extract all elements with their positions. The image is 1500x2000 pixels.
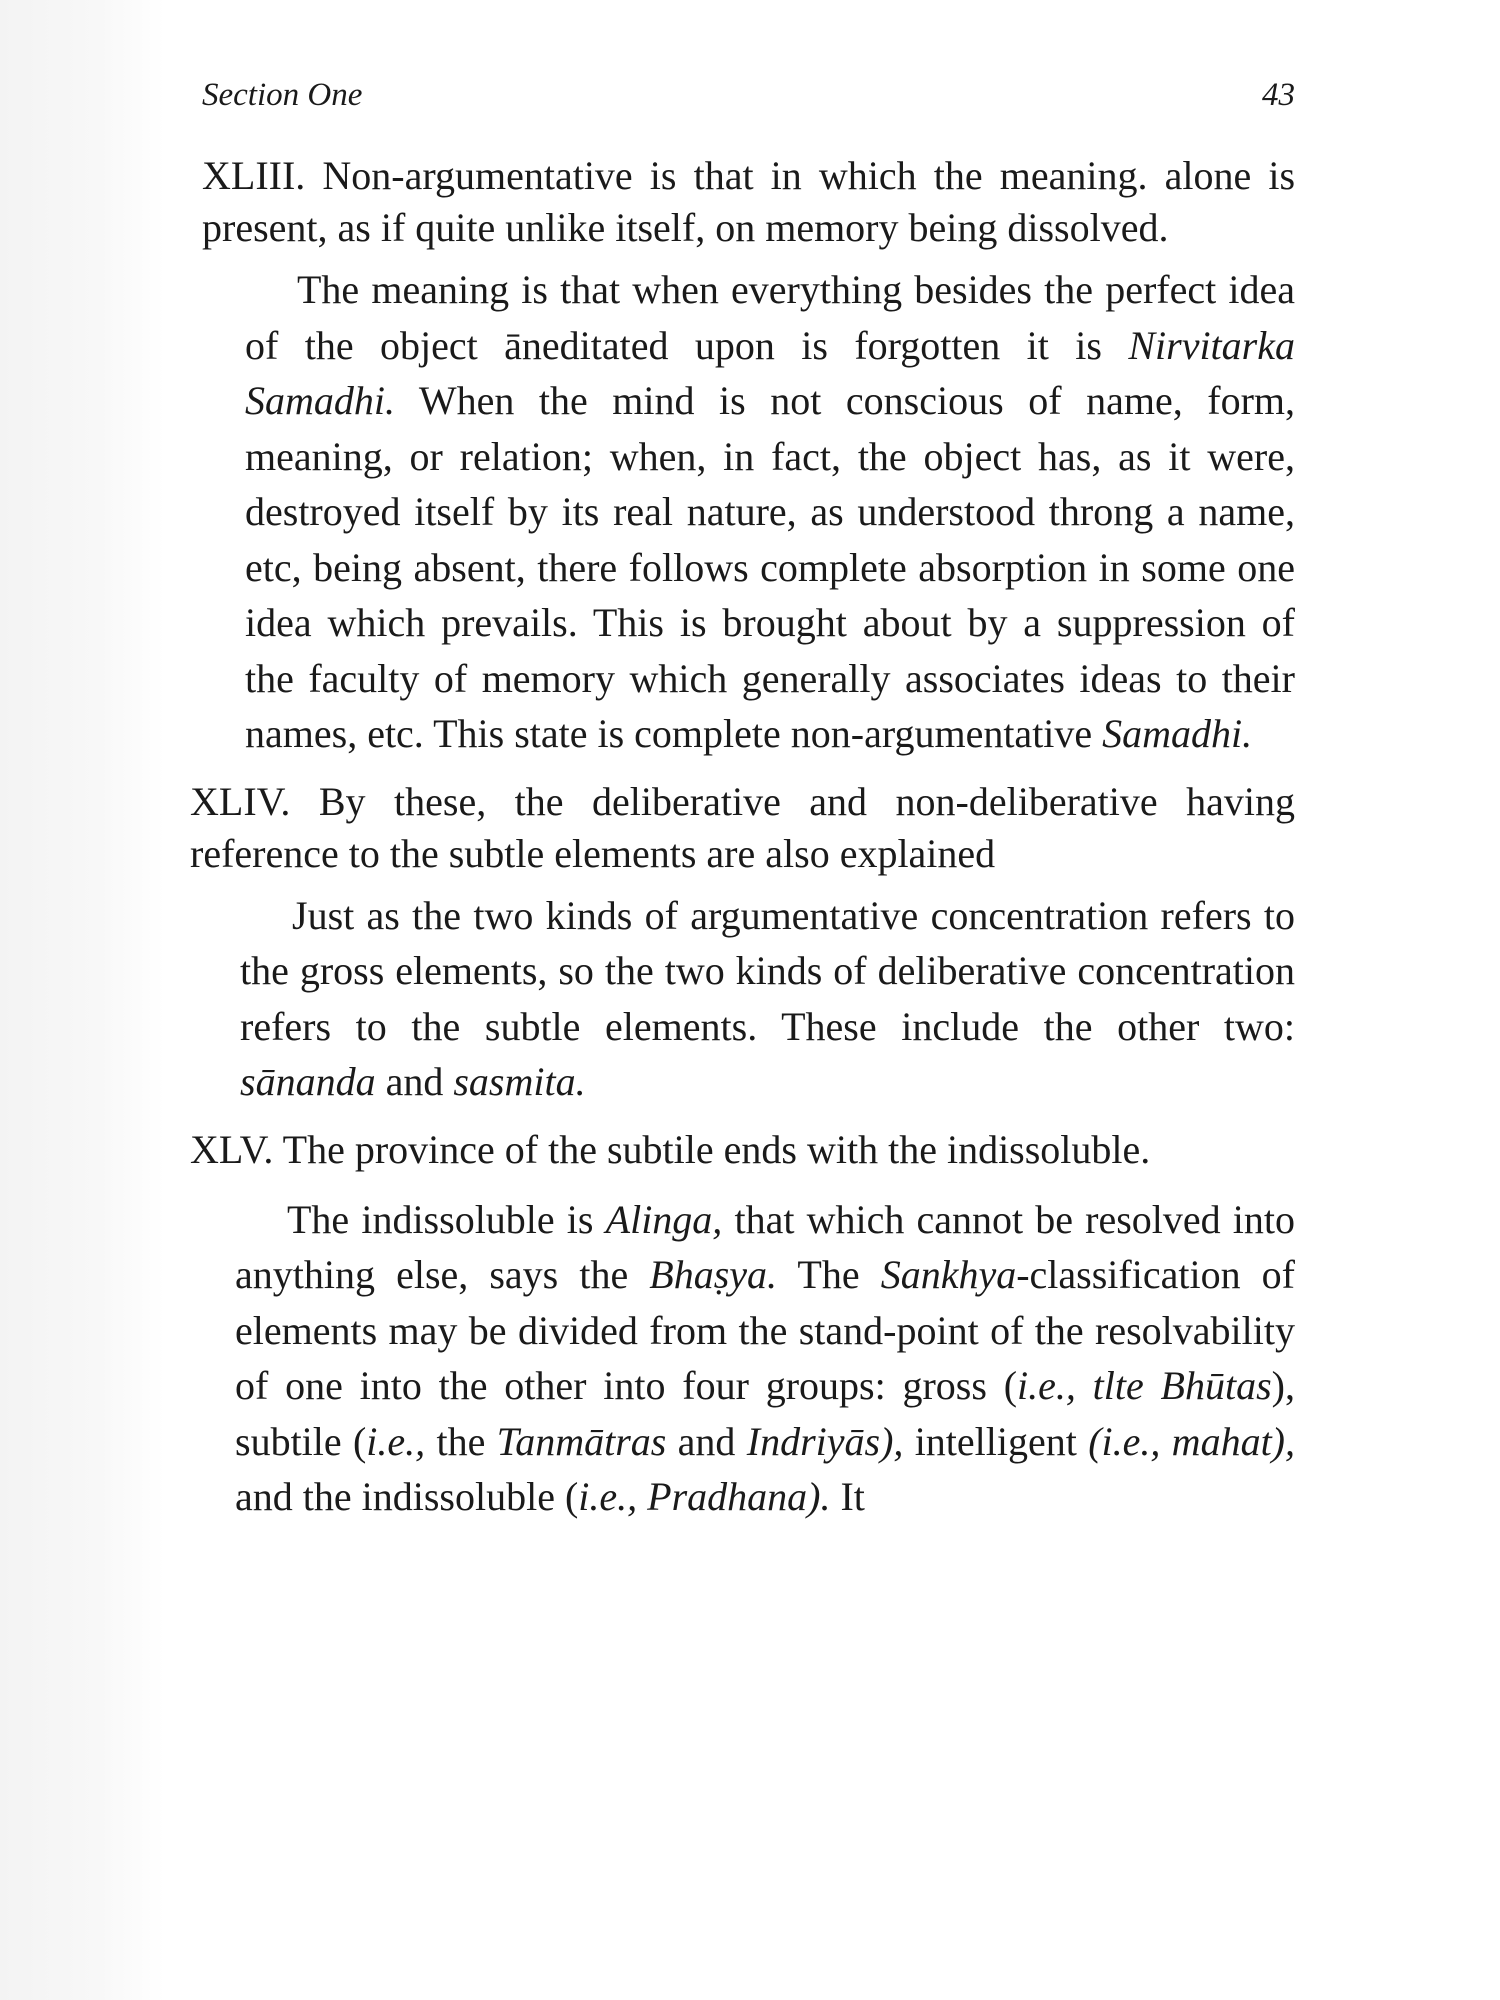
commentary-45-term: (i.e., mahat), [1088, 1418, 1295, 1464]
commentary-45-part: -classification of elements may be divided from the stand-point of the resolvability of one into the other into four groups: gross ( [235, 1252, 1296, 1408]
sutra-44 [190, 776, 1295, 880]
sutra-43-text: Non-argumentative is that in which the meaning. alone is present, as if quite unlike itself, on memory being dissolved. [202, 153, 1296, 250]
sutra-43-number: XLIII. [202, 153, 306, 198]
commentary-44-term: sānanda [240, 1059, 376, 1104]
commentary-44 [240, 888, 1295, 1110]
commentary-43-term: Nirvitarka Samadhi. [245, 322, 1295, 423]
commentary-44-part: Just as the two kinds of argumentative concentration refers to the gross elements, so the two kinds of deliberative concentration refers to the subtle elements. These include the other two: [240, 892, 1295, 1049]
page-number: 43 [1262, 77, 1295, 113]
sutra-43 [202, 150, 1295, 254]
page-gutter-shadow [0, 0, 165, 2000]
commentary-43-part: When the mind is not conscious of name, form, meaning, or relation; when, in fact, the object has, as it were, destroyed itself by its real nature, as understood throng a name, etc, being absent, there follows complete absorption in some one idea which prevails. This is brought about by a suppression of the faculty of memory which generally associates ideas to their names, etc. This state is complete non-argumentative [245, 378, 1295, 756]
commentary-45-term: Bhaṣya. [649, 1252, 778, 1297]
commentary-45-term: Alinga, [605, 1196, 723, 1242]
commentary-45-part: It [830, 1474, 865, 1519]
book-page [190, 70, 1295, 1970]
commentary-45-part: intelligent [903, 1418, 1089, 1464]
commentary-45-part: ), subtile ( [235, 1363, 1295, 1464]
sutra-45-number: XLV. [190, 1126, 274, 1172]
commentary-45-term: Tanmātras [496, 1418, 667, 1464]
sutra-45-text: The province of the subtile ends with the indissoluble. [282, 1126, 1151, 1172]
running-header [190, 70, 1295, 120]
section-title: Section One [202, 77, 363, 113]
commentary-45-term: Sankhya [880, 1252, 1017, 1297]
commentary-43 [245, 262, 1295, 762]
commentary-45-term: i.e., Pradhana). [578, 1474, 831, 1519]
commentary-45-part: that which cannot be resolved into anything else, says the [235, 1196, 1295, 1297]
commentary-45-term: Indriyās), [746, 1418, 904, 1464]
commentary-43-term: Samadhi. [1102, 711, 1253, 756]
commentary-45-part: and [666, 1418, 747, 1464]
commentary-44-part: and [375, 1059, 454, 1104]
sutra-44-number: XLIV. [190, 778, 291, 824]
commentary-43-part: The meaning is that when everything besides the perfect idea of the object āneditated upon is forgotten it is [245, 267, 1295, 368]
commentary-45-part: The [777, 1252, 881, 1297]
commentary-45-part: The indissoluble is [287, 1196, 606, 1242]
commentary-45-term: i.e., tlte Bhūtas [1017, 1363, 1272, 1408]
commentary-44-term: sasmita. [453, 1059, 586, 1104]
commentary-45-part: the [425, 1418, 497, 1464]
commentary-45-term: i.e., [366, 1418, 426, 1464]
sutra-44-text: By these, the deliberative and non-deliberative having reference to the subtle elements are also explained [190, 778, 1295, 876]
commentary-45 [235, 1192, 1295, 1525]
commentary-45-part: and the indissoluble ( [235, 1474, 579, 1519]
sutra-45 [190, 1124, 1295, 1176]
